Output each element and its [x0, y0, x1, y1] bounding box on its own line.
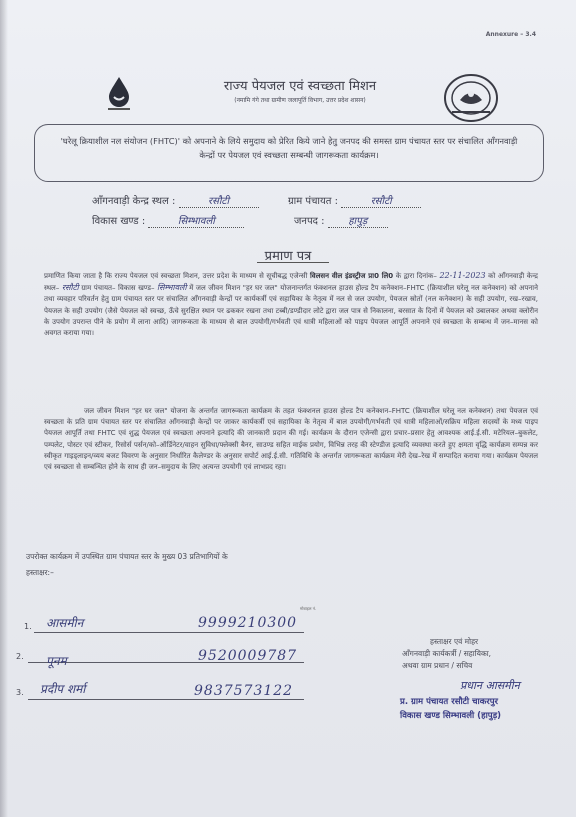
annexure-label: Annexure – 3.4	[485, 31, 536, 38]
participant-3-num: 3.	[16, 688, 24, 697]
gram-panchayat-value: रसौटी	[341, 193, 421, 208]
p1-text-a: प्रमाणित किया जाता है कि राज्य पेयजल एवं स्वच्छता मिशन, उत्तर प्रदेश के माध्यम से सूचीबद्ध एजेन्सी	[44, 272, 308, 280]
participant-2-num: 2.	[16, 652, 24, 661]
gram-panchayat-label: ग्राम पंचायत :	[288, 196, 339, 207]
participant-2-phone: 9520009787	[198, 648, 298, 664]
program-banner	[34, 124, 544, 182]
mobile-label: मोबाइल नं.	[300, 606, 317, 611]
participants-signature-label: हस्ताक्षर:–	[26, 568, 54, 577]
p1-text-f: में जल जीवन मिशन "हर घर जल" योजनान्तर्गत फंक्शनल हाउस होल्ड टैप कनेक्शन–FHTC (क्रियाशील घरेलू नल कनेक्शन) को अपनाने तथा व्यवहार परिवर्तन हेतु ग्राम पंचायत स्तर पर संचालित आँगनवाड़ी केन्द्रों पर कार्यकर्त्री एवं सहायिका के नेतृत्व में नल से जल उपयोग, पेयजल स्रोतों (नल कनेक्शन) के सही उपयोग, रख–रखाव, पेयजल के सही उपयोग (जैसे पेयजल को स्वच्छ, ऊँचे सुरक्षित स्थान पर ढककर रखना तथा टब्बी/डण्डीदार लोटे द्वारा जल पात्र से निकालना, बरसात के दिनों में पेयजल को उबालकर अथवा क्लोरीन के उपयोग उपरान्त पीने के प्रयोग में लाना आदि) जागरूकता के माध्यम से बाल उपयोगी/गर्भवती एवं धात्री महिलाओं को पाइप पेयजल आपूर्ति अपनाने एवं स्वच्छता के सम्बन्ध में जन–मानस को अवगत कराया गया।	[44, 284, 538, 338]
participants-intro: उपरोक्त कार्यक्रम में उपस्थित ग्राम पंचायत स्तर के मुख्य 03 प्रतिभागियों के	[26, 552, 228, 561]
certificate-paragraph-1	[44, 270, 538, 339]
p1-text-c: को आँगनवाड़ी केन्द्र स्थल–	[44, 272, 538, 293]
p1-text-b: के द्वारा दिनांक–	[395, 272, 437, 280]
signatory-line-1: हस्ताक्षर एवं मोहर	[430, 637, 479, 646]
p1-text-d: ग्राम पंचायत–	[81, 284, 116, 293]
certificate-title: प्रमाण पत्र	[264, 249, 312, 264]
participant-1-line	[34, 632, 304, 633]
program-date: 22-11-2023	[439, 271, 486, 280]
district-value: हापुड़	[328, 213, 388, 228]
certificate-paragraph-2: जल जीवन मिशन "हर घर जल" योजना के अन्तर्गत जागरूकता कार्यक्रम के तहत फंक्शनल हाउस होल्ड टैप कनेक्शन–FHTC (क्रियाशील घरेलू नल कनेक्शन) तथा पेयजल एवं स्वच्छता के प्रति ग्राम पंचायत स्तर पर संचालित आँगनवाड़ी केन्द्रों पर जाकर कार्यकर्त्री एवं सहायिका के नेतृत्व में बाल उपयोगी/गर्भवती एवं धात्री महिलाओं/सक्रिय महिला सदस्यों के मध्य पाइप पेयजल आपूर्ति तथा FHTC एवं शुद्ध पेयजल एवं स्वच्छता अपनाने इत्यादि की जानकारी प्रदान की गई। कार्यक्रम के दौरान एजेन्सी द्वारा प्रचार–प्रसार हेतु आवश्यक आई.ई.सी. मटेरियल–बुकलेट, पम्पलेट, पोस्टर एवं स्टीकर, रिसोर्स पर्सन/को–ऑर्डिनेटर/वाहन सुविधा/फ्लेक्सी बैनर, साउण्ड सहित माईक प्रयोग, विभिन्न तरह की स्टेण्डीज इत्यादि व्यवस्था करते हुए क्षमता वृद्धि कार्यक्रम सम्पन्न कर स्वीकृत गाइड्लाइन/व्यय बजट विवरण के अनुसार निर्धारित कैलेण्डर के अनुसार सपोर्ट आई.ई.सी. गतिविधि के अन्तर्गत जागरूकता कार्यक्रम मेरी देख–रेख में सम्पादित कराया गया। कार्यक्रम पेयजल एवं स्वच्छता से सम्बन्धित होने के साथ ही जन–समुदाय के लिए अत्यन्त उपयोगी एवं लाभप्रद रहा।	[44, 407, 538, 472]
stamp-line-1: प्र. ग्राम पंचायत रसौटी चाकरपुर	[400, 697, 499, 707]
block-value: सिम्भावली	[148, 213, 244, 228]
page-edge-shadow	[0, 0, 8, 817]
anganwadi-field	[92, 193, 259, 208]
participant-3-line	[28, 699, 304, 700]
agency-name: विलसन वील इंडस्ट्रीज प्रा0 लि0	[309, 272, 394, 280]
water-drop-logo-icon	[102, 75, 136, 115]
official-stamp	[400, 695, 501, 723]
mission-title: राज्य पेयजल एवं स्वच्छता मिशन	[223, 79, 377, 94]
participant-1-signature: आसमीन	[46, 616, 84, 630]
pradhan-signature: प्रधान आसमीन	[460, 679, 520, 692]
participant-3-phone: 9837573122	[194, 683, 294, 699]
signatory-line-3: अथवा ग्राम प्रधान / सचिव	[402, 661, 473, 670]
program-place: रसौटी	[61, 283, 79, 293]
banner-text: 'घरेलू क्रियाशील नल संयोजन (FHTC)' को अपनाने के लिये समुदाय को प्रेरित किये जाने हेतु जनपद की समस्त ग्राम पंचायत स्तर पर संचालित आँगनवाड़ी केन्द्रों पर पेयजल एवं स्वच्छता सम्बन्धी जागरूकता कार्यक्रम।	[60, 136, 518, 160]
block-field	[92, 213, 244, 228]
block-label: विकास खण्ड :	[92, 216, 146, 227]
participant-1-num: 1.	[24, 622, 32, 631]
district-label: जनपद :	[294, 216, 325, 227]
gram-panchayat-field	[288, 193, 421, 208]
certificate-title-underline	[257, 262, 329, 263]
participant-2-signature: पूनम	[46, 654, 67, 668]
district-field	[294, 213, 388, 228]
p1-text-e: विकास खण्ड–	[118, 284, 155, 293]
stamp-line-2: विकास खण्ड सिम्भावली (हापुड़)	[400, 711, 502, 721]
program-block: सिम्भावली	[157, 283, 187, 293]
signatory-line-2: आँगनवाड़ी कार्यकर्त्री / सहायिका,	[402, 649, 492, 658]
anganwadi-label: आँगनवाड़ी केन्द्र स्थल :	[92, 196, 176, 207]
anganwadi-value: रसौटी	[179, 193, 259, 208]
participant-3-signature: प्रदीप शर्मा	[40, 682, 86, 696]
mission-subtitle: (नमामि गंगे तथा ग्रामीण जलापूर्ति विभाग, उत्तर प्रदेश शासन)	[234, 97, 366, 104]
participant-1-phone: 9999210300	[198, 615, 298, 631]
